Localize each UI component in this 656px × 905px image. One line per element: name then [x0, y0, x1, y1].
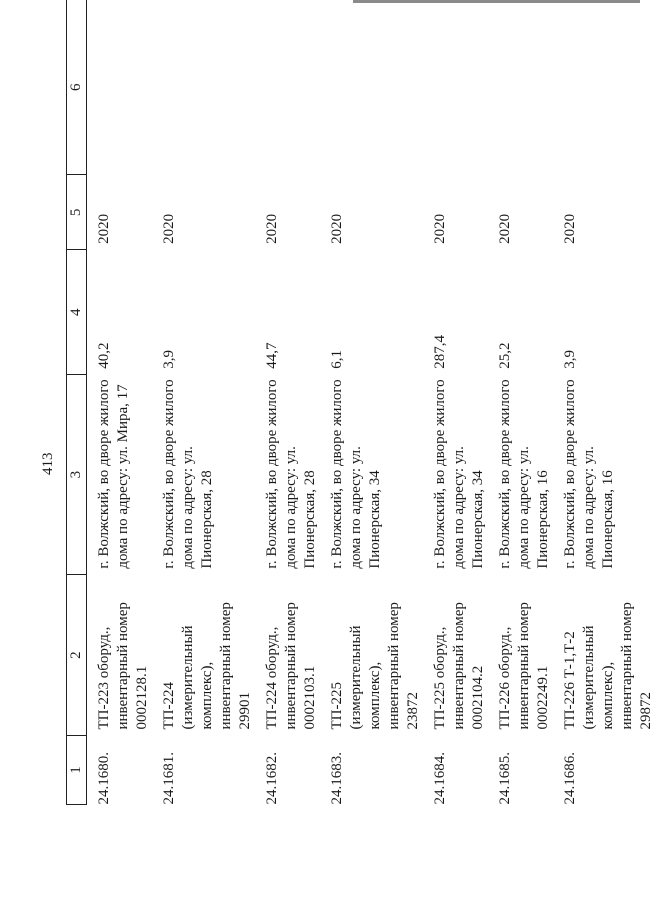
table-row: [87, 0, 153, 805]
table-row: [553, 0, 656, 805]
object-name: ТП-224 (измерительный комплекс), инвентарный номер 29901: [161, 602, 253, 730]
object-value: 6,1: [329, 349, 345, 369]
object-extra: [423, 0, 488, 175]
object-name: ТП-225 (измерительный комплекс), инвентарный номер 23872: [329, 602, 421, 730]
object-year: 2020: [432, 213, 448, 244]
object-address: г. Волжский, во дворе жилого дома по адресу: ул. Пионерская, 34: [329, 379, 383, 569]
row-number: 24.1686.: [562, 752, 578, 805]
object-extra: [152, 0, 255, 175]
column-header: 3: [67, 375, 87, 575]
row-number: 24.1685.: [497, 752, 513, 805]
object-year: 2020: [264, 213, 280, 244]
object-value: 40,2: [96, 342, 112, 369]
table-row: [152, 0, 255, 805]
object-year: 2020: [497, 213, 513, 244]
column-header: 5: [67, 175, 87, 250]
object-value: 25,2: [497, 342, 513, 369]
table-row: [255, 0, 320, 805]
table-row: [320, 0, 423, 805]
object-extra: [320, 0, 423, 175]
object-year: 2020: [96, 213, 112, 244]
table-row: [423, 0, 488, 805]
object-name: ТП-225 оборуд., инвентарный номер 0002104.2: [432, 602, 486, 730]
property-table: [66, 0, 656, 805]
object-year: 2020: [562, 213, 578, 244]
object-extra: [87, 0, 153, 175]
object-name: ТП-223 оборуд., инвентарный номер 0002128.1: [96, 602, 150, 730]
object-value: 287,4: [432, 334, 448, 369]
object-address: г. Волжский, во дворе жилого дома по адресу: ул. Пионерская, 34: [432, 379, 486, 569]
row-number: 24.1682.: [264, 752, 280, 805]
object-address: г. Волжский, во дворе жилого дома по адресу: ул. Пионерская, 16: [562, 379, 616, 569]
object-extra: [488, 0, 553, 175]
table-row: [488, 0, 553, 805]
object-name: ТП-224 оборуд., инвентарный номер 0002103.1: [264, 602, 318, 730]
object-name: ТП-226 оборуд., инвентарный номер 0002249.1: [497, 602, 551, 730]
row-number: 24.1680.: [96, 752, 112, 805]
column-header: 4: [67, 250, 87, 375]
object-extra: [553, 0, 656, 175]
object-address: г. Волжский, во дворе жилого дома по адресу: ул. Пионерская, 28: [161, 379, 215, 569]
column-header: 6: [67, 0, 87, 175]
row-number: 24.1683.: [329, 752, 345, 805]
row-number: 24.1681.: [161, 752, 177, 805]
object-year: 2020: [161, 213, 177, 244]
object-year: 2020: [329, 213, 345, 244]
page-number: 413: [40, 452, 56, 475]
column-header: 2: [67, 575, 87, 736]
object-address: г. Волжский, во дворе жилого дома по адресу: ул. Пионерская, 16: [497, 379, 551, 569]
row-number: 24.1684.: [432, 752, 448, 805]
object-extra: [255, 0, 320, 175]
object-value: 44,7: [264, 342, 280, 369]
object-value: 3,9: [161, 349, 177, 369]
table-header-row: [67, 0, 87, 805]
object-address: г. Волжский, во дворе жилого дома по адресу: ул. Пионерская, 28: [264, 379, 318, 569]
object-name: ТП-226 Т-1,Т-2 (измерительный комплекс), инвентарный номер 29872: [562, 602, 654, 730]
object-address: г. Волжский, во дворе жилого дома по адресу: ул. Мира, 17: [96, 379, 131, 569]
object-value: 3,9: [562, 349, 578, 369]
column-header: 1: [67, 736, 87, 805]
